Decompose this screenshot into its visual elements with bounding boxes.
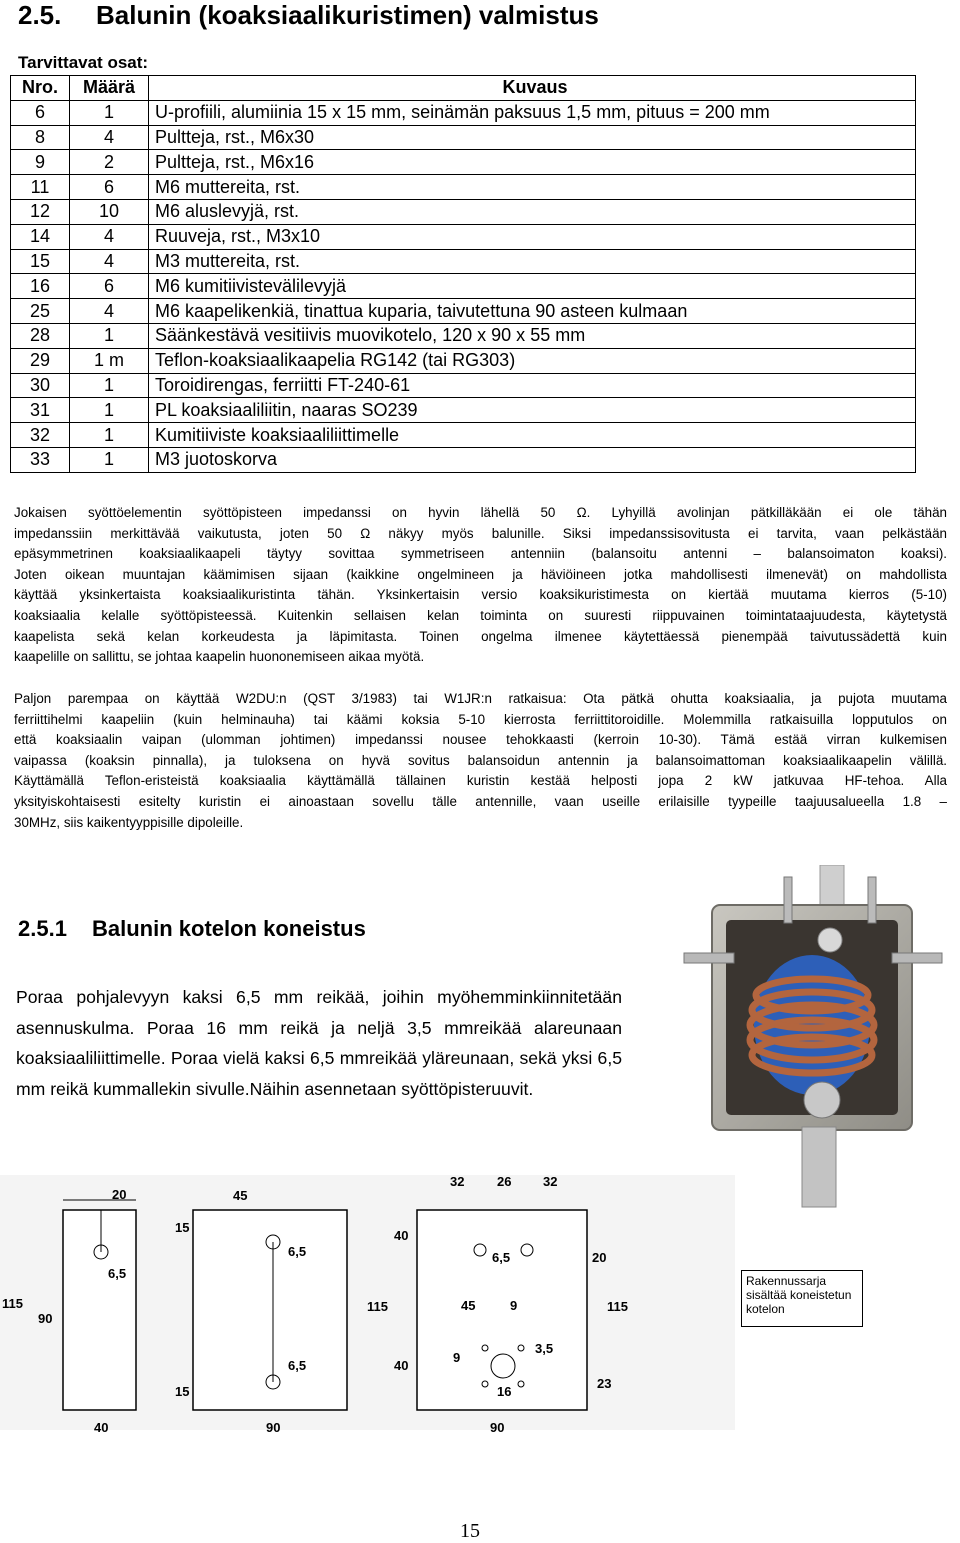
right-panel-screw-3 xyxy=(482,1381,488,1387)
text-line: koaksiaalia kelalle syöttöpisteessä. Kuitenkin sellaisen kelan toiminta on suuresti riippuvainen toimintataajuudesta, käytetystä xyxy=(14,607,947,623)
cell-nro: 25 xyxy=(11,299,70,324)
subsection-title: Balunin kotelon koneistus xyxy=(92,916,366,941)
text-line: epäsymmetrinen koaksiaalikaapeli täytyy sovittaa symmetriseen antenniin (balansoitu antenni – balansoimaton koaksi). xyxy=(14,546,947,562)
cell-kuvaus: Pultteja, rst., M6x30 xyxy=(149,125,916,150)
cell-nro: 9 xyxy=(11,150,70,175)
cell-nro: 32 xyxy=(11,423,70,448)
right-panel-connector-hole xyxy=(491,1354,515,1378)
dim-right-hole: 6,5 xyxy=(492,1250,511,1265)
cell-maara: 1 xyxy=(70,373,149,398)
cell-nro: 8 xyxy=(11,125,70,150)
cell-nro: 6 xyxy=(11,100,70,125)
dim-middle-bottom-hole: 6,5 xyxy=(288,1358,307,1373)
text-line: kiinnitetään asennuskulma. Poraa 16 mm reikä ja neljä 3,5 mm xyxy=(16,987,622,1038)
dim-right-top-left: 40 xyxy=(394,1228,409,1243)
cell-maara: 1 xyxy=(70,323,149,348)
cell-nro: 16 xyxy=(11,274,70,299)
dim-middle-top-hole: 6,5 xyxy=(288,1244,307,1259)
cell-maara: 6 xyxy=(70,175,149,200)
table-row xyxy=(11,274,916,299)
table-row xyxy=(11,150,916,175)
text-line: kaapelista sekä kelan korkeudesta ja läpimitasta. Toinen ongelma ilmenee käytettäessä pienempää taivutussädettä kuin xyxy=(14,628,947,644)
table-row xyxy=(11,398,916,423)
text-line: impedanssiin merkittävää vaikutusta, joten 50 Ω näkyy myös balunille. Siksi impedanssisovitusta ei tarvita, vaan pelkästään xyxy=(14,525,947,541)
dim-right-top-c: 32 xyxy=(543,1174,558,1189)
dim-left-outer: 115 xyxy=(2,1296,23,1311)
header-nro: Nro. xyxy=(11,76,70,101)
cell-kuvaus: Pultteja, rst., M6x16 xyxy=(149,150,916,175)
cell-kuvaus: M6 muttereita, rst. xyxy=(149,175,916,200)
text-line: Jokaisen syöttöelementin syöttöpisteen impedanssi on hyvin lähellä 50 Ω. Lyhyillä avolinjan pätkilläkään ei ole tähän xyxy=(14,505,947,520)
dim-right-top-b: 26 xyxy=(497,1174,512,1189)
cell-kuvaus: M6 aluslevyjä, rst. xyxy=(149,199,916,224)
cell-maara: 2 xyxy=(70,150,149,175)
text-line: yksityiskohtaisesti esitelty kuristin ei ainoastaan sovellu tälle antennille, vaan useille erilaisille tyypeille taajuusalueella 1.8 – xyxy=(14,793,947,809)
dim-left-bottom: 40 xyxy=(94,1420,109,1435)
table-row xyxy=(11,447,916,472)
machining-drawing xyxy=(0,1170,740,1435)
cell-nro: 14 xyxy=(11,224,70,249)
dim-right-hole-right: 20 xyxy=(592,1250,607,1265)
text-line: ferriittihelmi kaapeliin (kuin helminauha) tai käämi koksia 5-10 kierrosta ferriittitoroidille. Molemmilla ratkaisuilla lopputulos on xyxy=(14,711,947,727)
text-line: reikää alareunaan koaksiaaliliittimelle. Poraa vielä kaksi 6,5 mm xyxy=(16,1017,622,1069)
cell-nro: 33 xyxy=(11,447,70,472)
dim-right-bottom-right: 23 xyxy=(597,1376,612,1391)
table-row xyxy=(11,100,916,125)
dim-right-screw: 3,5 xyxy=(535,1341,554,1356)
text-line: että koaksiaalin vaipan (ulomman johtimen) impedanssi nousee tehokkaasti (kerroin 10-30). Tämä estää virran kulkemisen xyxy=(14,732,947,748)
subsection-number: 2.5.1 xyxy=(18,916,67,941)
text-line: kaapelille on sallittu, se johtaa kaapelin huononemiseen aikaa myötä. xyxy=(14,649,425,665)
cell-kuvaus: M6 kaapelikenkiä, tinattua kuparia, taivutettuna 90 asteen kulmaan xyxy=(149,299,916,324)
cell-kuvaus: M3 muttereita, rst. xyxy=(149,249,916,274)
table-row xyxy=(11,423,916,448)
left-panel-outline xyxy=(63,1210,136,1410)
cell-kuvaus: Teflon-koaksiaalikaapelia RG142 (tai RG303) xyxy=(149,348,916,373)
right-panel-screw-1 xyxy=(482,1345,488,1351)
cell-maara: 1 xyxy=(70,447,149,472)
dim-middle-bottom-offset: 15 xyxy=(175,1384,190,1399)
cell-kuvaus: PL koaksiaaliliitin, naaras SO239 xyxy=(149,398,916,423)
text-line: reikää yläreunaan, sekä yksi 6,5 mm reikä kummallekin sivulle. xyxy=(16,1048,622,1100)
cell-nro: 12 xyxy=(11,199,70,224)
cell-kuvaus: U-profiili, alumiinia 15 x 15 mm, seinämän paksuus 1,5 mm, pituus = 200 mm xyxy=(149,100,916,125)
table-row xyxy=(11,199,916,224)
dim-middle-height: 115 xyxy=(367,1299,388,1314)
cell-nro: 31 xyxy=(11,398,70,423)
table-row xyxy=(11,249,916,274)
cell-nro: 15 xyxy=(11,249,70,274)
dim-right-bottom-left: 40 xyxy=(394,1358,409,1373)
cell-nro: 11 xyxy=(11,175,70,200)
right-panel-hole-2 xyxy=(521,1244,533,1256)
balun-photo xyxy=(672,865,960,1215)
cell-nro: 28 xyxy=(11,323,70,348)
dim-right-connector: 16 xyxy=(497,1384,512,1399)
table-row xyxy=(11,348,916,373)
cell-kuvaus: M6 kumitiivistevälilevyjä xyxy=(149,274,916,299)
text-line: vaipassa (koaksin pinnalla), ja tuloksena on hyvä sovitus balansoidun antennin ja balansoimattoman koaksiaalikaapelin välillä. xyxy=(14,752,947,768)
cell-maara: 1 xyxy=(70,100,149,125)
text-line: Poraa pohjalevyyn kaksi 6,5 mm reikää, joihin myöhemmin xyxy=(16,987,533,1007)
parts-body xyxy=(11,100,916,472)
dim-right-top-a: 32 xyxy=(450,1174,465,1189)
cell-kuvaus: Säänkestävä vesitiivis muovikotelo, 120 x 90 x 55 mm xyxy=(149,323,916,348)
cell-maara: 4 xyxy=(70,249,149,274)
parts-table xyxy=(10,75,916,473)
paragraph-2 xyxy=(14,689,947,833)
cell-maara: 4 xyxy=(70,125,149,150)
cell-maara: 1 m xyxy=(70,348,149,373)
table-row xyxy=(11,323,916,348)
paragraph-1 xyxy=(14,503,947,668)
section-number: 2.5. xyxy=(18,0,62,30)
dim-right-mid-a: 45 xyxy=(461,1298,476,1313)
header-kuvaus: Kuvaus xyxy=(149,76,916,101)
table-row xyxy=(11,299,916,324)
cell-maara: 10 xyxy=(70,199,149,224)
dim-left-inner: 90 xyxy=(38,1311,53,1326)
parts-header-row xyxy=(11,76,916,101)
cell-maara: 4 xyxy=(70,299,149,324)
table-row xyxy=(11,175,916,200)
table-row xyxy=(11,125,916,150)
table-row xyxy=(11,224,916,249)
text-line: Näihin asennetaan syöttöpisteruuvit. xyxy=(249,1079,534,1100)
right-panel-outline xyxy=(417,1210,587,1410)
dim-middle-top: 45 xyxy=(233,1188,248,1203)
cell-kuvaus: Ruuveja, rst., M3x10 xyxy=(149,224,916,249)
dim-right-bottom: 90 xyxy=(490,1420,505,1435)
text-line: Paljon parempaa on käyttää W2DU:n (QST 3/1983) tai W1JR:n ratkaisua: Ota pätkä ohutta koaksiaalia, ja pujota muutama xyxy=(14,691,947,706)
subsection-heading xyxy=(18,916,366,942)
dim-left-hole: 6,5 xyxy=(108,1266,127,1281)
right-panel-screw-4 xyxy=(518,1381,524,1387)
cell-maara: 1 xyxy=(70,398,149,423)
page-number: 15 xyxy=(460,1520,480,1542)
section-title: Balunin (koaksiaalikuristimen) valmistus xyxy=(96,0,599,30)
section-heading xyxy=(18,0,599,30)
cell-maara: 4 xyxy=(70,224,149,249)
dim-middle-bottom: 90 xyxy=(266,1420,281,1435)
parts-label: Tarvittavat osat: xyxy=(18,53,149,72)
dim-right-screw-off: 9 xyxy=(453,1350,461,1365)
table-row xyxy=(11,373,916,398)
cell-kuvaus: Toroidirengas, ferriitti FT-240-61 xyxy=(149,373,916,398)
header-maara: Määrä xyxy=(70,76,149,101)
kit-note: Rakennussarja sisältää koneistetun kotelon xyxy=(741,1270,863,1327)
text-line: Käyttämällä Teflon-eristeistä koaksiaalia käyttämällä tällainen kuristin kestää helposti jopa 2 kW jatkuvaa HF-tehoa. Alla xyxy=(14,773,947,789)
text-line: Joten oikean muuntajan käämimisen sijaan (kaikkine ongelmineen ja häviöineen jotka mahdollisesti ilmenevät) on mahdollista xyxy=(14,566,947,582)
cell-kuvaus: M3 juotoskorva xyxy=(149,447,916,472)
dim-left-top: 20 xyxy=(112,1187,127,1202)
cell-maara: 6 xyxy=(70,274,149,299)
cell-maara: 1 xyxy=(70,423,149,448)
cell-nro: 29 xyxy=(11,348,70,373)
cell-kuvaus: Kumitiiviste koaksiaaliliittimelle xyxy=(149,423,916,448)
dim-right-height: 115 xyxy=(607,1299,628,1314)
right-panel-hole-1 xyxy=(474,1244,486,1256)
cell-nro: 30 xyxy=(11,373,70,398)
dim-right-mid-b: 9 xyxy=(510,1298,518,1313)
text-line: käyttää yksinkertaista koaksiaalikuristinta tähän. Yksinkertaisin versio koaksikuristimesta on kiertää muutama kierros (5-10) xyxy=(14,587,947,603)
right-panel-screw-2 xyxy=(518,1345,524,1351)
text-line: 30MHz, siis kaikentyyppisille dipoleille. xyxy=(14,814,244,830)
paragraph-3 xyxy=(16,982,622,1105)
dim-middle-top-offset: 15 xyxy=(175,1220,190,1235)
